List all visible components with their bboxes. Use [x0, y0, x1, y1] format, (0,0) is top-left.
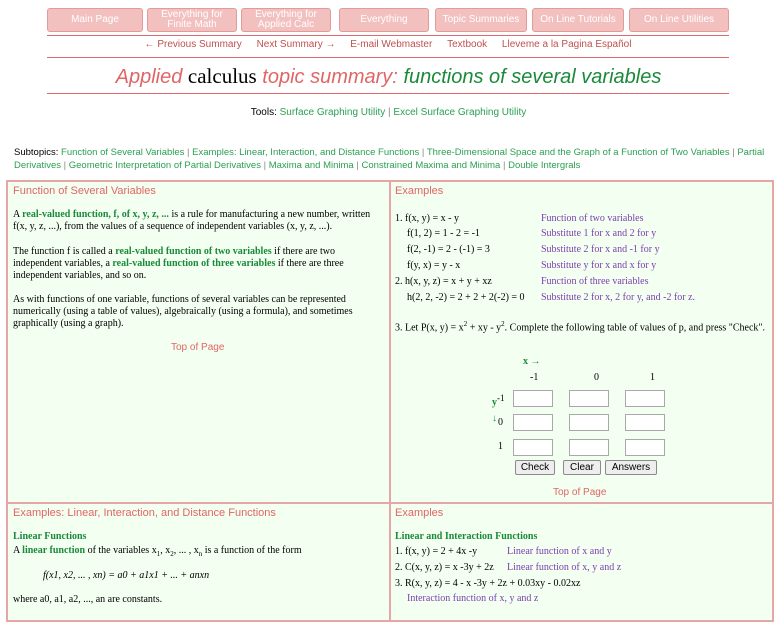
title-applied: Applied: [115, 66, 183, 88]
example-note: Linear function of x and y: [507, 546, 612, 557]
answer-input[interactable]: [569, 414, 609, 431]
subtopic-link[interactable]: Partial Derivatives: [14, 147, 765, 171]
subtopic-link[interactable]: Geometric Interpretation of Partial Derivatives: [68, 160, 261, 171]
section-heading: Examples: Linear, Interaction, and Distance Functions: [13, 507, 276, 519]
answer-input[interactable]: [625, 439, 665, 456]
previous-summary-link[interactable]: ← Previous Summary: [144, 39, 242, 50]
x-axis-label: x →: [523, 356, 541, 367]
secondary-links: [47, 39, 729, 50]
examples-section-2: [390, 503, 773, 621]
example-row: 1. f(x, y) = 2 + 4x -y: [395, 546, 478, 557]
formula: f(x1, x2, ... , xn) = a0 + a1x1 + ... + anxn: [43, 570, 210, 581]
exercise-prompt: 3. Let P(x, $y) = x^2$ + xy - $y^2$. Complete the following table of values of p, and press "Check".: [395, 320, 765, 334]
paragraph: where a0, a1, a2, ..., an are constants.: [13, 594, 163, 605]
content-table: [6, 180, 774, 622]
example-row: 2. h(x, y, z) = x + y + xz: [395, 276, 492, 287]
subtopic-link[interactable]: Three-Dimensional Space and the Graph of a Function of Two Variables: [426, 147, 730, 158]
next-summary-link[interactable]: Next Summary →: [256, 39, 336, 50]
nav-tutorials-button[interactable]: On Line Tutorials: [532, 8, 624, 32]
linear-functions-section: [7, 503, 390, 621]
nav-utilities-button[interactable]: On Line Utilities: [629, 8, 729, 32]
top-of-page-link[interactable]: Top of Page: [171, 342, 225, 353]
answer-input[interactable]: [625, 414, 665, 431]
subtopic-link[interactable]: Maxima and Minima: [268, 160, 354, 171]
example-note: Interaction function of x, y and z: [407, 593, 539, 604]
email-webmaster-link[interactable]: E-mail Webmaster: [350, 39, 433, 50]
divider: [47, 57, 729, 58]
section-heading: Examples: [395, 507, 444, 519]
answer-input[interactable]: [513, 414, 553, 431]
spanish-page-link[interactable]: Lleveme a la Pagina Español: [501, 39, 632, 50]
surface-graphing-link[interactable]: Surface Graphing Utility: [279, 107, 386, 118]
row-header: 1: [498, 441, 503, 452]
nav-applied-calc-button[interactable]: Everything for Applied Calc: [241, 8, 331, 32]
down-arrow-icon: ↓: [492, 413, 497, 424]
column-header: 0: [594, 372, 599, 383]
examples-section: [390, 181, 773, 503]
example-note: Substitute 2 for x, 2 for y, and -2 for z.: [541, 292, 696, 303]
function-section: [7, 181, 390, 503]
paragraph: A linear function of the variables $x_1$, $x_2$, ... , $x_n$ is a function of the form: [13, 545, 302, 558]
divider: [47, 93, 729, 94]
title-subject: functions of several variables: [403, 66, 662, 88]
sub-heading: Linear Functions: [13, 531, 87, 542]
sub-heading: Linear and Interaction Functions: [395, 531, 538, 542]
examples-list: [395, 546, 770, 606]
paragraph: As with functions of one variable, functions of several variables can be represented numerically (using a table of values), algebraically (using a formula), and sometimes graphically (using a graph).: [13, 294, 353, 329]
examples-list: [395, 213, 770, 308]
subtopic-link[interactable]: Function of Several Variables: [61, 147, 185, 158]
example-note: Substitute 1 for x and 2 for y: [541, 228, 657, 239]
nav-everything-button[interactable]: Everything: [339, 8, 429, 32]
column-header: 1: [650, 372, 655, 383]
paragraph: The function f is called a real-valued function of two variables if there are two independent variables, a real-valued function of three variables if there are three independent variables, and so on.: [13, 246, 344, 281]
top-nav: [47, 8, 729, 34]
page-title: [0, 64, 777, 89]
clear-button[interactable]: Clear: [563, 460, 601, 475]
answer-input[interactable]: [569, 439, 609, 456]
example-note: Substitute 2 for x and -1 for y: [541, 244, 660, 255]
answer-input[interactable]: [625, 390, 665, 407]
subtopics: Subtopics: Function of Several Variables | Examples: Linear, Interaction, and Distance Functions | Three-Dimensional Space and the Graph of a Function of Two Variables | Partial Derivatives | Geometric Interpretation of Partial Derivatives | Maxima and Minima | Constrained Maxima and Minima | Double Intergrals: [14, 147, 765, 171]
top-of-page-link[interactable]: Top of Page: [553, 487, 607, 498]
example-note: Function of three variables: [541, 276, 649, 287]
row-header: -1: [497, 393, 505, 403]
subtopic-link[interactable]: Double Intergrals: [508, 160, 581, 171]
title-topic: topic summary:: [262, 66, 398, 88]
example-row: 3. R(x, y, z) = 4 - x -3y + 2z + 0.03xy - 0.02xz: [395, 578, 581, 589]
answer-input[interactable]: [513, 390, 553, 407]
paragraph: A real-valued function, f, of x, y, z, ... is a rule for manufacturing a new number, written f(x, y, z, ...), from the values of a sequence of independent variables (x, y, z, ...).: [13, 209, 371, 232]
example-row: 2. C(x, y, z) = x -3y + 2z: [395, 562, 494, 573]
check-button[interactable]: Check: [515, 460, 555, 475]
divider: [47, 35, 729, 36]
row-header: 0: [498, 417, 503, 428]
example-row: h(2, 2, -2) = 2 + 2 + 2(-2) = 0: [407, 292, 525, 303]
example-row: f(1, 2) = 1 - 2 = -1: [407, 228, 480, 239]
tools-label: Tools:: [250, 107, 277, 118]
section-heading: Examples: [395, 185, 444, 197]
example-note: Function of two variables: [541, 213, 644, 224]
example-row: f(2, -1) = 2 - (-1) = 3: [407, 244, 490, 255]
nav-finite-math-button[interactable]: Everything for Finite Math: [147, 8, 237, 32]
tools-row: Tools: Surface Graphing Utility | Excel Surface Graphing Utility: [250, 107, 527, 118]
nav-topic-summaries-button[interactable]: Topic Summaries: [435, 8, 527, 32]
answer-input[interactable]: [513, 439, 553, 456]
section-heading: Function of Several Variables: [13, 185, 156, 197]
column-header: -1: [530, 372, 539, 383]
textbook-link[interactable]: Textbook: [447, 39, 488, 50]
subtopic-link[interactable]: Examples: Linear, Interaction, and Distance Functions: [192, 147, 420, 158]
answers-button[interactable]: Answers: [605, 460, 657, 475]
excel-surface-graphing-link[interactable]: Excel Surface Graphing Utility: [393, 107, 527, 118]
subtopics-label: Subtopics:: [14, 147, 59, 158]
example-note: Linear function of x, y and z: [507, 562, 622, 573]
y-axis-label: y: [492, 397, 497, 408]
example-row: 1. f(x, y) = x - y: [395, 213, 459, 224]
subtopic-link[interactable]: Constrained Maxima and Minima: [361, 160, 501, 171]
title-calculus: calculus: [187, 64, 257, 88]
example-row: f(y, x) = y - x: [407, 260, 461, 271]
answer-input[interactable]: [569, 390, 609, 407]
example-note: Substitute y for x and x for y: [541, 260, 657, 271]
nav-main-page-button[interactable]: Main Page: [47, 8, 143, 32]
